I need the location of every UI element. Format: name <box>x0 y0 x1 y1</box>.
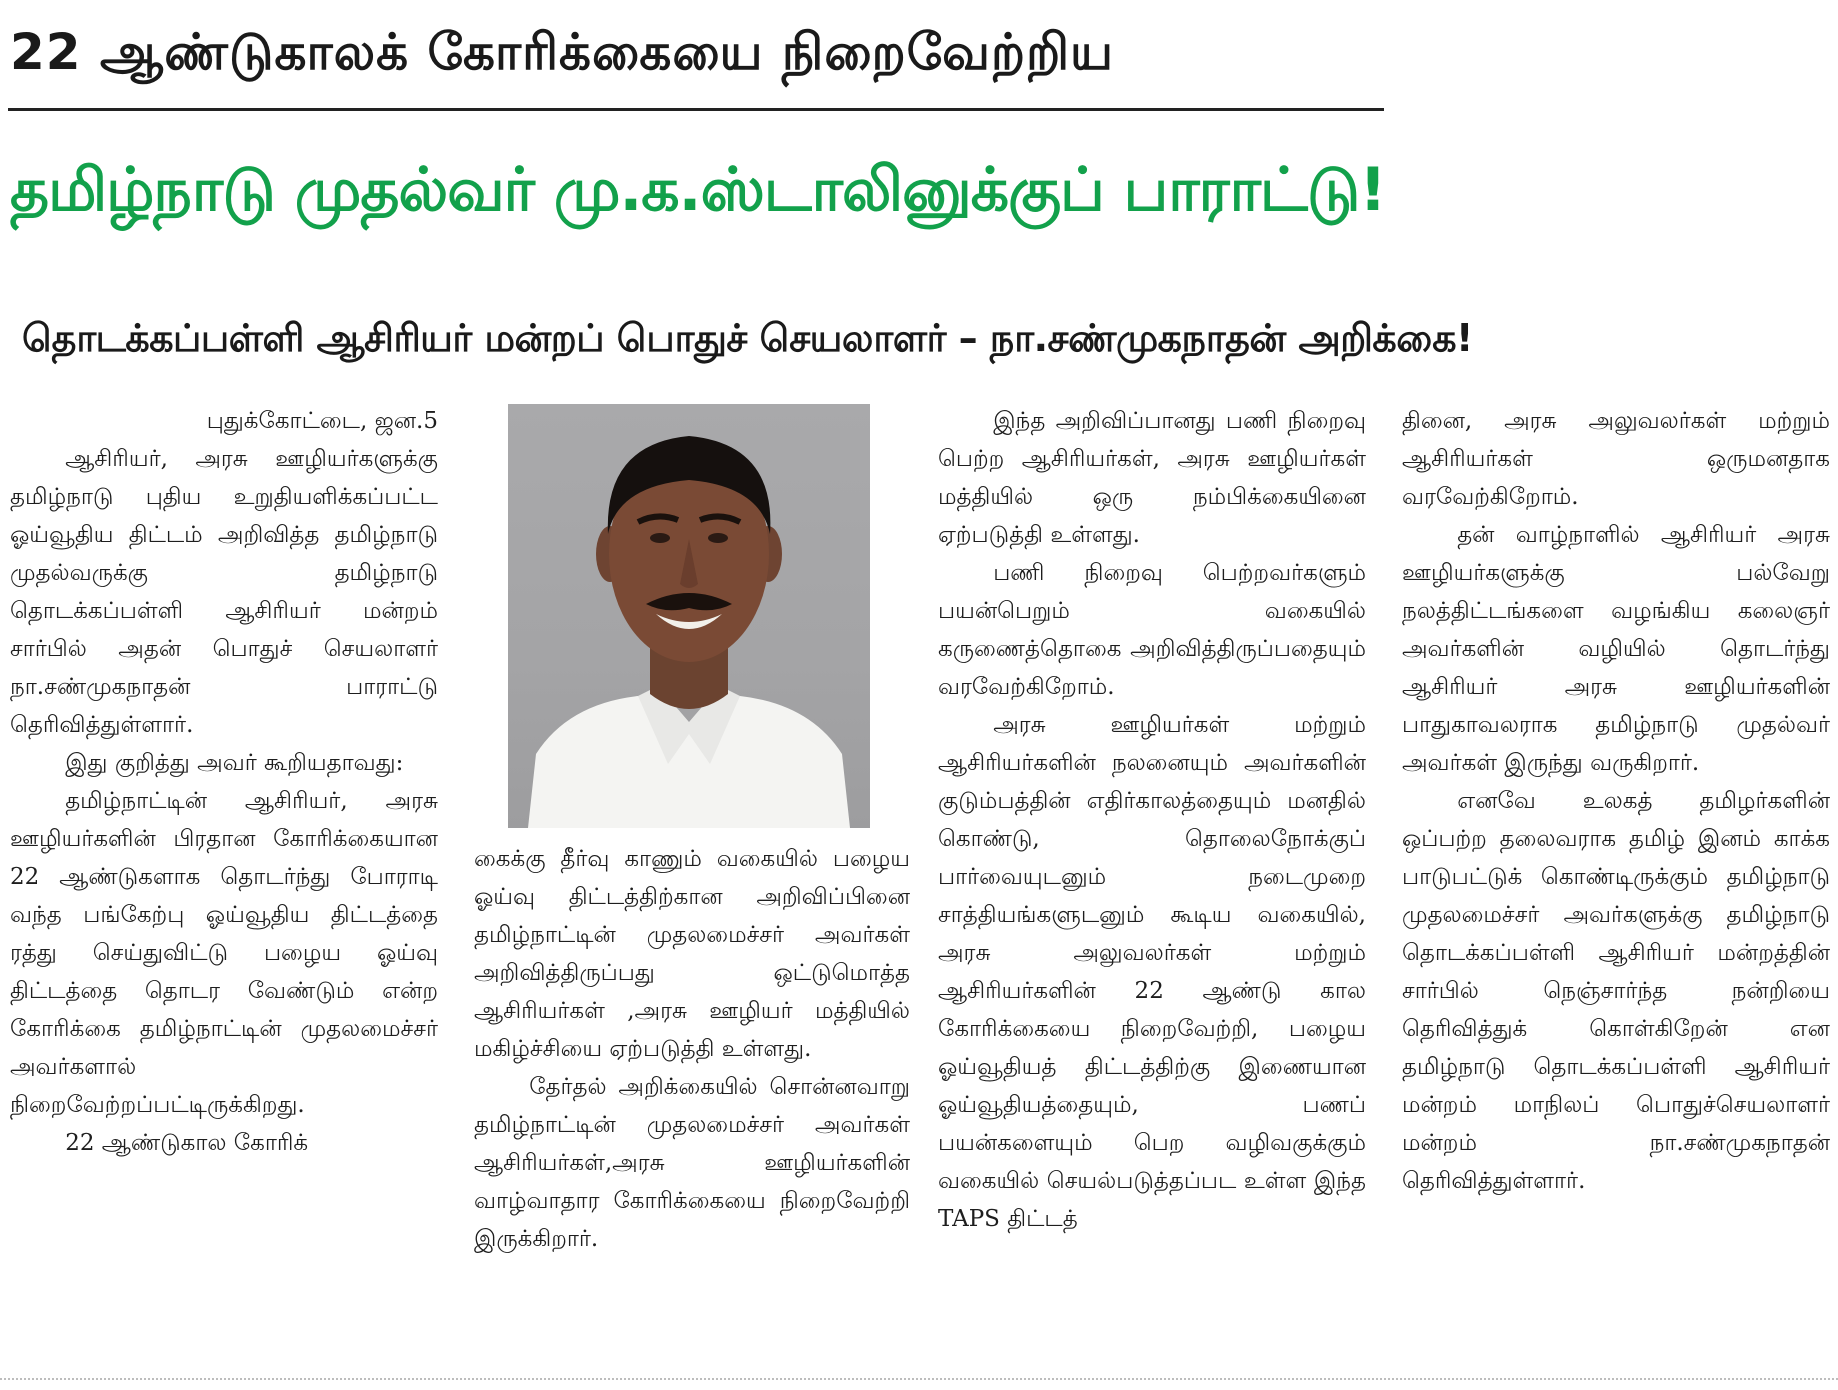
kicker-headline: 22 ஆண்டுகாலக் கோரிக்கையை நிறைவேற்றிய <box>10 23 1114 81</box>
portrait-photo <box>508 404 870 828</box>
sub-headline: தொடக்கப்பள்ளி ஆசிரியர் மன்றப் பொதுச் செயலாளர் – நா.சண்முகநாதன் அறிக்கை! <box>22 316 1473 360</box>
article-column-2 <box>474 840 910 1258</box>
paragraph: தன் வாழ்நாளில் ஆசிரியர் அரசு ஊழியர்களுக்கு பல்வேறு நலத்திட்டங்களை வழங்கிய கலைஞர் அவர்களின் வழியில் தொடர்ந்து ஆசிரியர் அரசு ஊழியர்களின் பாதுகாவலராக தமிழ்நாடு முதல்வர் அவர்கள் இருந்து வருகிறார். <box>1402 522 1830 776</box>
paragraph: எனவே உலகத் தமிழர்களின் ஒப்பற்ற தலைவராக தமிழ் இனம் காக்க பாடுபட்டுக் கொண்டிருக்கும் தமிழ்நாடு முதலமைச்சர் அவர்களுக்கு தமிழ்நாடு தொடக்கப்பள்ளி ஆசிரியர் மன்றத்தின் சார்பில் நெஞ்சார்ந்த நன்றியை தெரிவித்துக் கொள்கிறேன் என தமிழ்நாடு தொடக்கப்பள்ளி ஆசிரியர் மன்றம் மாநிலப் பொதுச்செயலாளர் மன்றம் நா.சண்முகநாதன் தெரிவித்துள்ளார். <box>1402 788 1830 1194</box>
page-bottom-rule <box>0 1378 1838 1382</box>
paragraph: அரசு ஊழியர்கள் மற்றும் ஆசிரியர்களின் நலனையும் அவர்களின் குடும்பத்தின் எதிர்காலத்தையும் மனதில் கொண்டு, தொலைநோக்குப் பார்வையுடனும் நடைமுறை சாத்தியங்களுடனும் கூடிய வகையில், அரசு அலுவலர்கள் மற்றும் ஆசிரியர்களின் 22 ஆண்டு கால கோரிக்கையை நிறைவேற்றி, பழைய ஓய்வூதியத் திட்டத்திற்கு இணையான ஓய்வூதியத்தையும், பணப் பயன்களையும் பெற வழிவகுக்கும் வகையில் செயல்படுத்தப்பட உள்ள இந்த TAPS திட்டத் <box>938 712 1366 1232</box>
paragraph: தமிழ்நாட்டின் ஆசிரியர், அரசு ஊழியர்களின் பிரதான கோரிக்கையான 22 ஆண்டுகளாக தொடர்ந்து போராடி வந்த பங்கேற்பு ஓய்வூதிய திட்டத்தை ரத்து செய்துவிட்டு பழைய ஓய்வு திட்டத்தை தொடர வேண்டும் என்ற கோரிக்கை தமிழ்நாட்டின் முதலமைச்சர் அவர்களால் நிறைவேற்றப்பட்டிருக்கிறது. <box>10 788 438 1118</box>
paragraph: 22 ஆண்டுகால கோரிக் <box>65 1130 309 1156</box>
paragraph: கைக்கு தீர்வு காணும் வகையில் பழைய ஓய்வு திட்டத்திற்கான அறிவிப்பினை தமிழ்நாட்டின் முதலமைச்சர் அவர்கள் அறிவித்திருப்பது ஒட்டுமொத்த ஆசிரியர்கள் ,அரசு ஊழியர் மத்தியில் மகிழ்ச்சியை ஏற்படுத்தி உள்ளது. <box>474 846 910 1062</box>
paragraph: இந்த அறிவிப்பானது பணி நிறைவு பெற்ற ஆசிரியர்கள், அரசு ஊழியர்கள் மத்தியில் ஒரு நம்பிக்கையினை ஏற்படுத்தி உள்ளது. <box>938 408 1366 548</box>
paragraph: ஆசிரியர், அரசு ஊழியர்களுக்கு தமிழ்நாடு புதிய உறுதியளிக்கப்பட்ட ஓய்வூதிய திட்டம் அறிவித்த தமிழ்நாடு முதல்வருக்கு தமிழ்நாடு தொடக்கப்பள்ளி ஆசிரியர் மன்றம் சார்பில் அதன் பொதுச் செயலாளர் நா.சண்முகநாதன் பாராட்டு தெரிவித்துள்ளார். <box>10 446 438 738</box>
article-column-3 <box>938 402 1366 1238</box>
article-column-4 <box>1402 402 1830 1200</box>
paragraph: இது குறித்து அவர் கூறியதாவது: <box>65 750 404 776</box>
paragraph: தேர்தல் அறிக்கையில் சொன்னவாறு தமிழ்நாட்டின் முதலமைச்சர் அவர்கள் ஆசிரியர்கள்,அரசு ஊழியர்களின் வாழ்வாதார கோரிக்கையை நிறைவேற்றி இருக்கிறார். <box>474 1074 910 1252</box>
paragraph: தினை, அரசு அலுவலர்கள் மற்றும் ஆசிரியர்கள் ஒருமனதாக வரவேற்கிறோம். <box>1402 408 1830 510</box>
article-column-1 <box>10 402 438 1162</box>
portrait-illustration <box>508 404 870 828</box>
dateline: புதுக்கோட்டை, ஜன.5 <box>206 408 438 434</box>
kicker-rule <box>8 108 1384 111</box>
main-headline: தமிழ்நாடு முதல்வர் மு.க.ஸ்டாலினுக்குப் பாராட்டு! <box>10 155 1386 225</box>
paragraph: பணி நிறைவு பெற்றவர்களும் பயன்பெறும் வகையில் கருணைத்தொகை அறிவித்திருப்பதையும் வரவேற்கிறோம். <box>938 560 1366 700</box>
